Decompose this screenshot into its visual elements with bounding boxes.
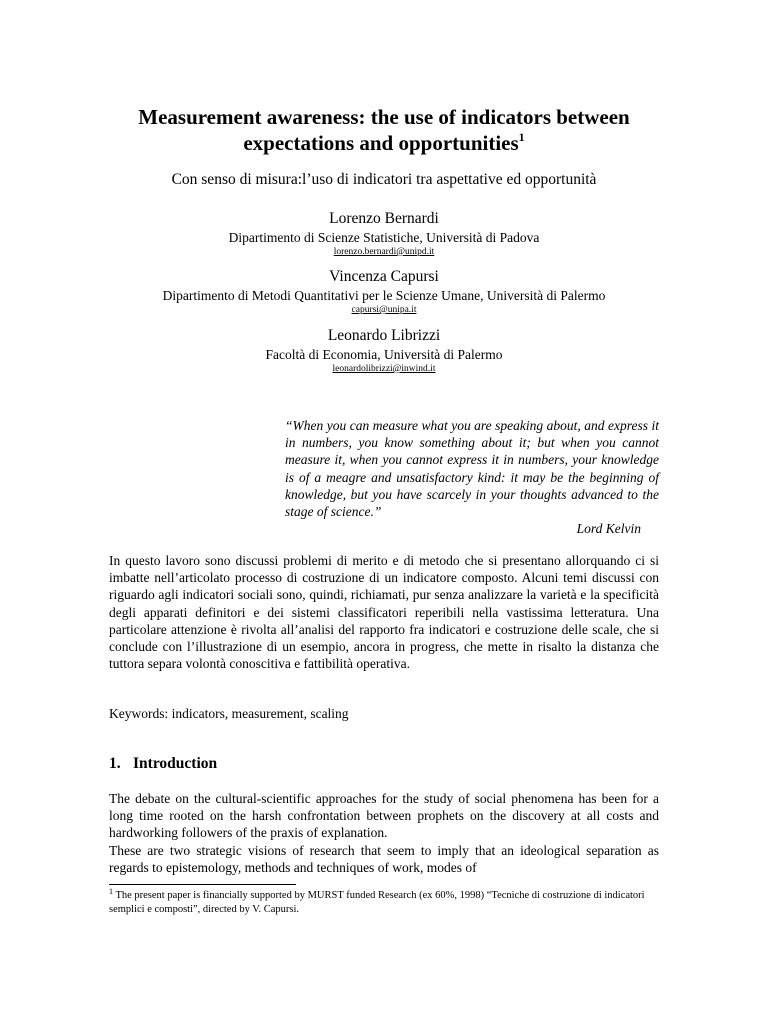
paper-title	[100, 104, 668, 156]
body-paragraph: The debate on the cultural-scientific approaches for the study of social phenomena has been for a long time rooted on the harsh confrontation between prophets on the discovery at all costs and hardworking followers of the praxis of explanation.	[109, 791, 659, 841]
introduction-text	[109, 790, 659, 876]
footnote	[109, 889, 661, 917]
section-heading	[109, 754, 217, 774]
author-name: Vincenza Capursi	[329, 268, 439, 285]
author-name: Leonardo Librizzi	[327, 327, 441, 344]
author-name: Lorenzo Bernardi	[329, 210, 439, 227]
author-email[interactable]: capursi@unipa.it	[351, 305, 417, 315]
epigraph-attribution: Lord Kelvin	[576, 521, 641, 537]
section-title: Introduction	[133, 755, 218, 772]
author-block-2	[60, 267, 708, 316]
author-affiliation: Dipartimento di Scienze Statistiche, Università di Padova	[228, 230, 540, 245]
author-affiliation: Dipartimento di Metodi Quantitativi per le Scienze Umane, Università di Palermo	[162, 288, 606, 303]
section-number: 1.	[109, 755, 121, 772]
keywords: Keywords: indicators, measurement, scaling	[109, 706, 349, 721]
footnote-text: The present paper is financially supported by MURST funded Research (ex 60%, 1998) “Tecniche di costruzione di indicatori semplici e composti”, directed by V. Capursi.	[109, 890, 645, 915]
paper-subtitle: Con senso di misura:l’uso di indicatori tra aspettative ed opportunità	[171, 171, 597, 188]
epigraph-text: “When you can measure what you are speaking about, and express it in numbers, you know something about it; but when you cannot measure it, when you cannot express it in numbers, your knowledge is of a meagre and unsatisfactory kind: it may be the beginning of knowledge, but you have scarcely in your thoughts advanced to the stage of science.”	[285, 418, 659, 520]
author-email[interactable]: leonardolibrizzi@inwind.it	[332, 364, 436, 374]
author-email[interactable]: lorenzo.bernardi@unipd.it	[333, 247, 435, 257]
author-block-1	[60, 209, 708, 258]
title-text: Measurement awareness: the use of indicators between expectations and opportunities	[138, 105, 630, 155]
footnote-mark: 1	[109, 887, 113, 896]
author-affiliation: Facoltà di Economia, Università di Palermo	[265, 347, 503, 362]
author-block-3	[60, 326, 708, 375]
epigraph	[285, 417, 659, 537]
footnote-divider	[109, 884, 296, 885]
abstract: In questo lavoro sono discussi problemi di merito e di metodo che si presentano allorquando ci si imbatte nell’articolato processo di costruzione di un indicatore composto. Alcuni temi discussi con riguardo agli indicatori sociali sono, quindi, richiamati, pur senza analizzare la varietà e la specificità degli apparati definitori e dei sistemi classificatori reperibili nella vastissima letteratura. Una particolare attenzione è rivolta all’analisi del rapporto fra indicatori e costruzione delle scale, che si conclude con l’illustrazione di un esempio, ancora in progress, che mette in risalto la distanza che tuttora separa volontà conoscitiva e fattibilità operativa.	[109, 553, 659, 672]
title-footnote-mark: 1	[518, 130, 525, 144]
body-paragraph: These are two strategic visions of research that seem to imply that an ideological separation as regards to epistemology, methods and techniques of work, modes of	[109, 842, 659, 875]
